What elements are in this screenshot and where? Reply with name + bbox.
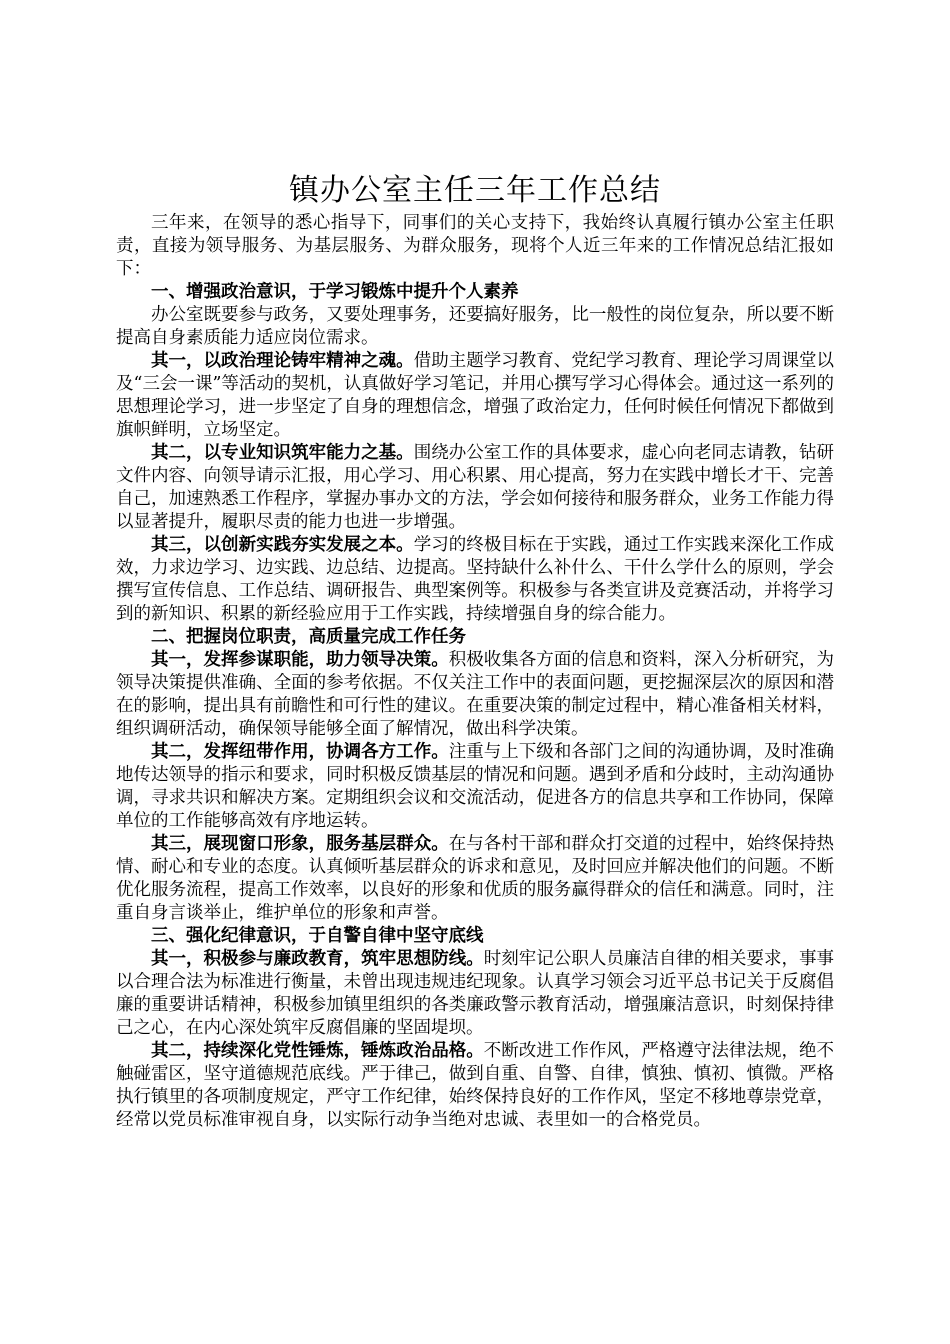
item-text: 借助主题学习教育、党纪学习教育、理论学习周课堂以及“三会一课”等活动的契机，认真做好学习笔记，并用心撰写学习心得体会。通过这一系列的思想理论学习，进一步坚定了自身的理想信念，增强了政治定力，任何时候任何情况下都做到旗帜鲜明，立场坚定。 <box>116 351 835 440</box>
section-1-intro: 办公室既要参与政务，又要处理事务，还要搞好服务，比一般性的岗位复杂，所以要不断提高自身素质能力适应岗位需求。 <box>116 305 834 348</box>
section-2-item-3 <box>116 833 834 925</box>
item-lead: 其二，以专业知识筑牢能力之基。 <box>151 443 414 463</box>
item-lead: 其一，以政治理论铸牢精神之魂。 <box>151 351 414 371</box>
section-2-item-1 <box>116 649 834 741</box>
intro-paragraph: 三年来，在领导的悉心指导下，同事们的关心支持下，我始终认真履行镇办公室主任职责，直接为领导服务、为基层服务、为群众服务，现将个人近三年来的工作情况总结汇报如下： <box>116 213 834 279</box>
section-1-item-3 <box>116 534 834 626</box>
section-1-item-1 <box>116 350 834 442</box>
item-text: 围绕办公室工作的具体要求，虚心向老同志请教，钻研文件内容、向领导请示汇报，用心学习、用心积累、用心提高，努力在实践中增长才干、完善自己，加速熟悉工作程序，掌握办事办文的方法，学会如何接待和服务群众，业务工作能力得以显著提升，履职尽责的能力也进一步增强。 <box>116 443 835 532</box>
section-3-item-1 <box>116 948 834 1040</box>
section-heading-1: 一、增强政治意识，于学习锻炼中提升个人素养 <box>151 282 519 302</box>
item-lead: 其二，持续深化党性锤炼，锤炼政治品格。 <box>151 1041 484 1061</box>
section-1-item-2 <box>116 442 834 534</box>
item-text: 注重与上下级和各部门之间的沟通协调，及时准确地传达领导的指示和要求，同时积极反馈基层的情况和问题。遇到矛盾和分歧时，主动沟通协调，寻求共识和解决方案。定期组织会议和交流活动，促进各方的信息共享和工作协同，保障单位的工作能够高效有序地运转。 <box>116 742 835 831</box>
item-text: 学习的终极目标在于实践，通过工作实践来深化工作成效，力求边学习、边实践、边总结、边提高。坚持缺什么补什么、干什么学什么的原则，学会撰写宣传信息、工作总结、调研报告、典型案例等。积极参与各类宣讲及竞赛活动，并将学习到的新知识、积累的新经验应用于工作实践，持续增强自身的综合能力。 <box>116 535 835 624</box>
item-lead: 其二，发挥纽带作用，协调各方工作。 <box>151 742 449 762</box>
item-lead: 其三，展现窗口形象，服务基层群众。 <box>151 834 449 854</box>
section-heading-2: 二、把握岗位职责，高质量完成工作任务 <box>151 627 466 647</box>
section-3-item-2 <box>116 1040 834 1132</box>
section-heading-3: 三、强化纪律意识，于自警自律中坚守底线 <box>151 926 484 946</box>
section-2-item-2 <box>116 741 834 833</box>
item-text: 时刻牢记公职人员廉洁自律的相关要求，事事以合理合法为标准进行衡量，未曾出现违规违纪现象。认真学习领会习近平总书记关于反腐倡廉的重要讲话精神，积极参加镇里组织的各类廉政警示教育活动，增强廉洁意识，时刻保持律己之心，在内心深处筑牢反腐倡廉的坚固堤坝。 <box>116 949 834 1038</box>
item-text: 在与各村干部和群众打交道的过程中，始终保持热情、耐心和专业的态度。认真倾听基层群众的诉求和意见，及时回应并解决他们的问题。不断优化服务流程，提高工作效率，以良好的形象和优质的服务赢得群众的信任和满意。同时，注重自身言谈举止，维护单位的形象和声誉。 <box>116 834 835 923</box>
document-title: 镇办公室主任三年工作总结 <box>289 173 661 208</box>
item-text: 积极收集各方面的信息和资料，深入分析研究，为领导决策提供准确、全面的参考依据。不仅关注工作中的表面问题，更挖掘深层次的原因和潜在的影响，提出具有前瞻性和可行性的建议。在重要决策的制定过程中，精心准备相关材料，组织调研活动，确保领导能够全面了解情况，做出科学决策。 <box>116 650 835 739</box>
item-lead: 其一，发挥参谋职能，助力领导决策。 <box>151 650 449 670</box>
item-lead: 其一，积极参与廉政教育，筑牢思想防线。 <box>151 949 484 969</box>
item-text: 不断改进工作作风，严格遵守法律法规，绝不触碰雷区，坚守道德规范底线。严于律己，做到自重、自警、自律，慎独、慎初、慎微。严格执行镇里的各项制度规定，严守工作纪律，始终保持良好的工作作风，坚定不移地尊崇党章，经常以党员标准审视自身，以实际行动争当绝对忠诚、表里如一的合格党员。 <box>116 1041 834 1130</box>
document-page <box>116 170 834 1132</box>
item-lead: 其三，以创新实践夯实发展之本。 <box>151 535 414 555</box>
